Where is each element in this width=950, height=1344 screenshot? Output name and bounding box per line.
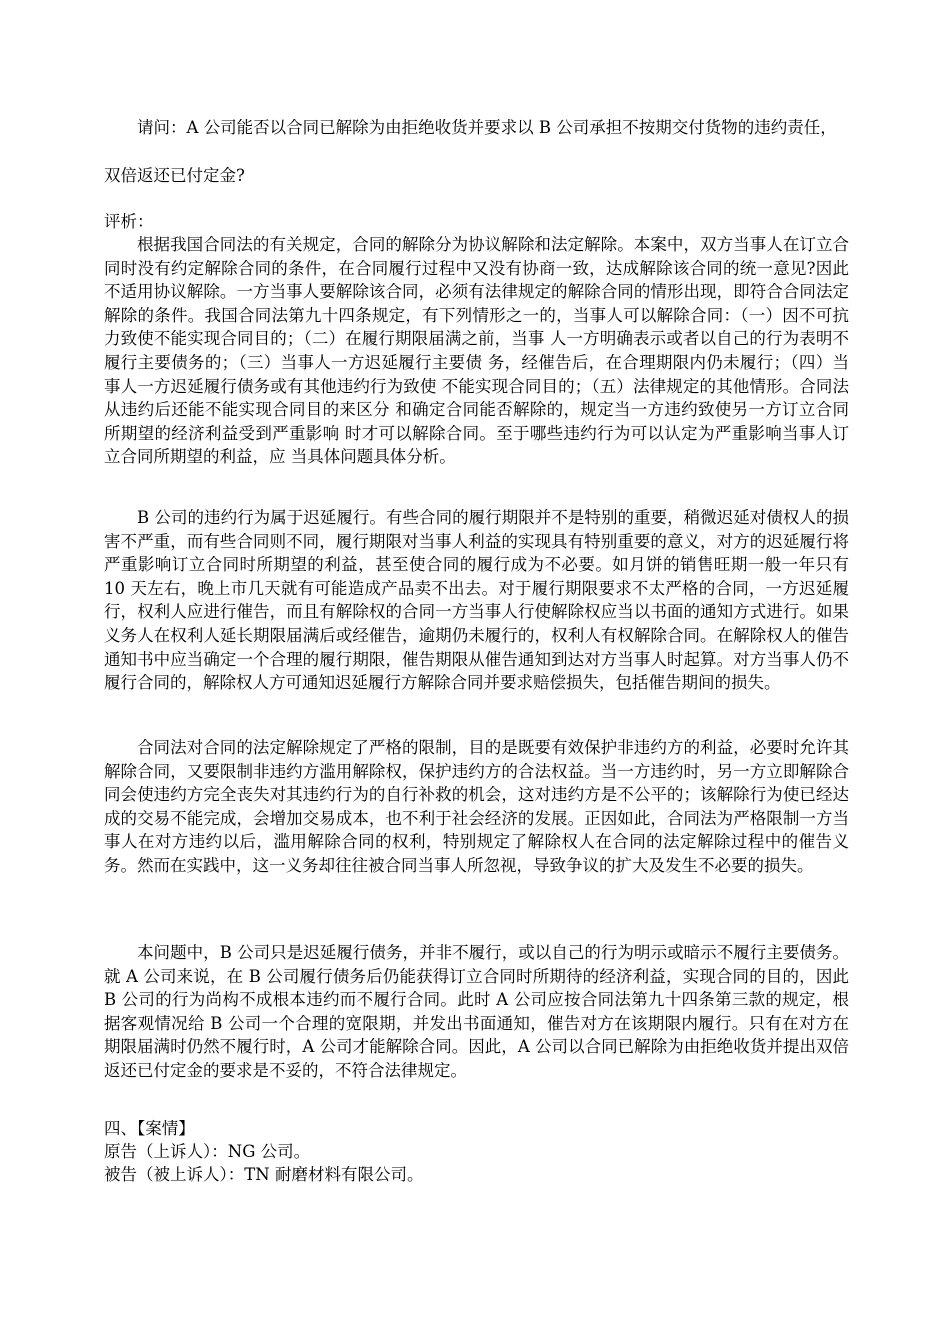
defendant-line: 被告（被上诉人）：TN 耐磨材料有限公司。	[104, 1165, 424, 1184]
analysis-paragraph-4	[104, 941, 849, 1083]
analysis-paragraph-3	[104, 736, 849, 878]
paragraph-text: 合同法对合同的法定解除规定了严格的限制，目的是既要有效保护非违约方的利益，必要时允许其解除合同，又要限制非违约方滥用解除权，保护违约方的合法权益。当一方违约时，另一方立即解除合同会使违约方完全丧失对其违约行为的自行补救的机会，这对违约方是不公平的；该解除行为使已经达成的交易不能完成，会增加交易成本，也不利于社会经济的发展。正因如此，合同法为严格限制一方当事人在对方违约以后，滥用解除合同的权利，特别规定了解除权人在合同的法定解除过程中的催告义务。然而在实践中，这一义务却往往被合同当事人所忽视，导致争议的扩大及发生不必要的损失。	[104, 738, 849, 875]
plaintiff-line: 原告（上诉人）：NG 公司。	[104, 1142, 311, 1161]
analysis-paragraph-2	[104, 506, 849, 695]
question-text: 请问：A 公司能否以合同已解除为由拒绝收货并要求以 B 公司承担不按期交付货物的违约责任，双倍返还已付定金?	[104, 118, 837, 185]
paragraph-text: 本问题中，B 公司只是迟延履行债务，并非不履行，或以自己的行为明示或暗示不履行主要债务。就 A 公司来说，在 B 公司履行债务后仍能获得订立合同时所期待的经济利益，实现合同的目的，因此 B 公司的行为尚构不成根本违约而不履行合同。此时 A 公司应按合同法第九十四条第三款的规定，根据客观情况给 B 公司一个合理的宽限期，并发出书面通知，催告对方在该期限内履行。只有在对方在期限届满时仍然不履行时，A 公司才能解除合同。因此，A 公司以合同已解除为由拒绝收货并提出双倍返还已付定金的要求是不妥的，不符合法律规定。	[104, 943, 849, 1080]
paragraph-text: 根据我国合同法的有关规定，合同的解除分为协议解除和法定解除。本案中，双方当事人在订立合同时没有约定解除合同的条件，在合同履行过程中又没有协商一致，达成解除该合同的统一意见?因此不适用协议解除。一方当事人要解除该合同，必须有法律规定的解除合同的情形出现，即符合合同法定解除的条件。我国合同法第九十四条规定，有下列情形之一的，当事人可以解除合同：（一）因不可抗力致使不能实现合同目的；（二）在履行期限届满之前，当事 人一方明确表示或者以自己的行为表明不履行主要债务的；（三）当事人一方迟延履行主要债 务，经催告后，在合理期限内仍未履行；（四）当事人一方迟延履行债务或有其他违约行为致使 不能实现合同目的；（五）法律规定的其他情形。合同法从违约后还能不能实现合同目的来区分 和确定合同能否解除的，规定当一方违约致使另一方订立合同所期望的经济利益受到严重影响 时才可以解除合同。至于哪些违约行为可以认定为严重影响当事人订立合同所期望的利益，应 当具体问题具体分析。	[104, 235, 849, 467]
analysis-paragraph-1	[104, 233, 849, 469]
paragraph-text: B 公司的违约行为属于迟延履行。有些合同的履行期限并不是特别的重要，稍微迟延对债权人的损害不严重，而有些合同则不同，履行期限对当事人利益的实现具有特别重要的意义，对方的迟延履行将严重影响订立合同时所期望的利益，甚至使合同的履行成为不必要。如月饼的销售旺期一般一年只有 10 天左右，晚上市几天就有可能造成产品卖不出去。对于履行期限要求不太严格的合同，一方迟延履行，权利人应进行催告，而且有解除权的合同一方当事人行使解除权应当以书面的通知方式进行。如果义务人在权利人延长期限届满后或经催告，逾期仍未履行的，权利人有权解除合同。在解除权人的催告通知书中应当确定一个合理的履行期限，催告期限从催告通知到达对方当事人时起算。对方当事人仍不履行合同的，解除权人方可通知迟延履行方解除合同并要求赔偿损失，包括催告期间的损失。	[104, 508, 849, 693]
analysis-label: 评析：	[104, 212, 154, 231]
section-heading: 四、【案情】	[104, 1119, 195, 1138]
